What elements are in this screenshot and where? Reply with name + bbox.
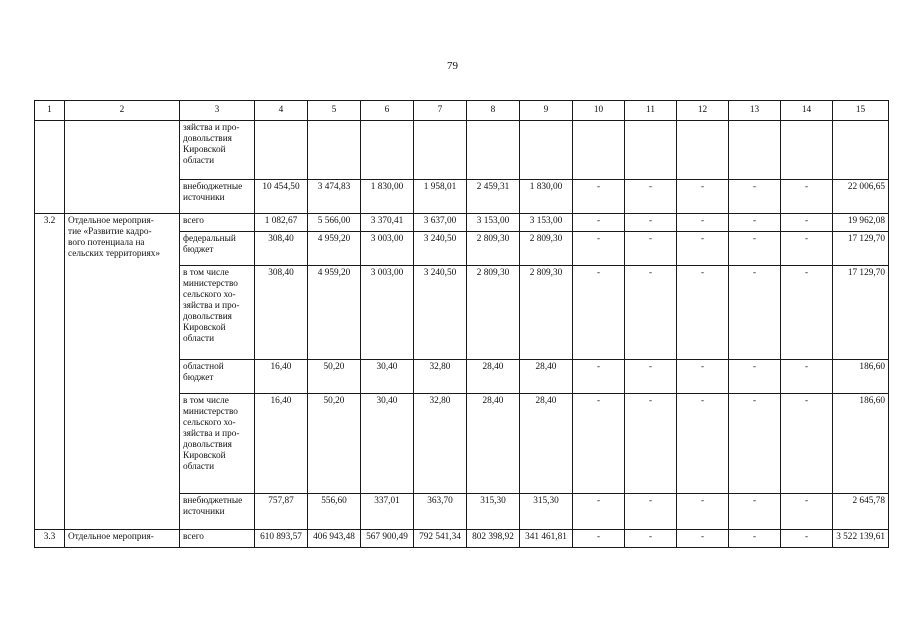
- value-cell: 3 153,00: [467, 214, 520, 232]
- header-col-3: 3: [180, 101, 255, 121]
- dash-cell: -: [625, 266, 677, 360]
- value-cell: 406 943,48: [308, 530, 361, 548]
- dash-cell: -: [781, 530, 833, 548]
- dash-cell: -: [573, 530, 625, 548]
- value-cell: 32,80: [414, 394, 467, 494]
- value-cell: 315,30: [467, 494, 520, 530]
- dash-cell: -: [729, 494, 781, 530]
- header-col-5: 5: [308, 101, 361, 121]
- funding-source-cell: федеральный бюджет: [180, 232, 255, 266]
- table-row: [35, 121, 889, 180]
- value-cell: 50,20: [308, 394, 361, 494]
- dash-cell: -: [677, 214, 729, 232]
- value-cell: 308,40: [255, 232, 308, 266]
- value-cell: 2 809,30: [520, 266, 573, 360]
- header-row: [35, 101, 889, 121]
- header-col-7: 7: [414, 101, 467, 121]
- dash-cell: [729, 121, 781, 180]
- value-cell: 16,40: [255, 394, 308, 494]
- value-cell: 792 541,34: [414, 530, 467, 548]
- activity-name-cell: Отдельное мероприя- тие «Развитие кадро- вого потенциала на сельских территориях»: [65, 214, 180, 530]
- value-cell: [467, 121, 520, 180]
- value-cell: 28,40: [520, 360, 573, 394]
- total-cell: 186,60: [833, 360, 889, 394]
- funding-source-cell: в том числе министерство сельского хо- зяйства и про- довольствия Кировской области: [180, 394, 255, 494]
- funding-source-cell: в том числе министерство сельского хо- зяйства и про- довольствия Кировской области: [180, 266, 255, 360]
- value-cell: 28,40: [467, 394, 520, 494]
- value-cell: [255, 121, 308, 180]
- header-col-8: 8: [467, 101, 520, 121]
- dash-cell: -: [729, 232, 781, 266]
- dash-cell: -: [625, 214, 677, 232]
- dash-cell: -: [625, 494, 677, 530]
- value-cell: 567 900,49: [361, 530, 414, 548]
- dash-cell: [625, 121, 677, 180]
- dash-cell: -: [729, 214, 781, 232]
- dash-cell: -: [781, 494, 833, 530]
- dash-cell: -: [677, 394, 729, 494]
- header-col-1: 1: [35, 101, 65, 121]
- header-col-12: 12: [677, 101, 729, 121]
- dash-cell: -: [573, 266, 625, 360]
- dash-cell: -: [573, 214, 625, 232]
- dash-cell: -: [625, 394, 677, 494]
- total-cell: 186,60: [833, 394, 889, 494]
- value-cell: [308, 121, 361, 180]
- value-cell: 3 474,83: [308, 180, 361, 214]
- value-cell: 2 809,30: [467, 232, 520, 266]
- dash-cell: [781, 121, 833, 180]
- value-cell: 1 082,67: [255, 214, 308, 232]
- total-cell: 19 962,08: [833, 214, 889, 232]
- value-cell: [520, 121, 573, 180]
- dash-cell: -: [729, 394, 781, 494]
- value-cell: 28,40: [467, 360, 520, 394]
- value-cell: 363,70: [414, 494, 467, 530]
- header-col-9: 9: [520, 101, 573, 121]
- value-cell: 2 809,30: [520, 232, 573, 266]
- dash-cell: -: [677, 266, 729, 360]
- header-col-4: 4: [255, 101, 308, 121]
- value-cell: 3 240,50: [414, 232, 467, 266]
- value-cell: 4 959,20: [308, 266, 361, 360]
- table-row: [35, 530, 889, 548]
- table-row: [35, 214, 889, 232]
- dash-cell: -: [677, 494, 729, 530]
- value-cell: 3 003,00: [361, 232, 414, 266]
- value-cell: [361, 121, 414, 180]
- budget-table: [34, 100, 889, 548]
- value-cell: 30,40: [361, 360, 414, 394]
- dash-cell: -: [677, 530, 729, 548]
- value-cell: 308,40: [255, 266, 308, 360]
- header-col-13: 13: [729, 101, 781, 121]
- header-col-14: 14: [781, 101, 833, 121]
- dash-cell: -: [573, 232, 625, 266]
- funding-source-cell: зяйства и про- довольствия Кировской области: [180, 121, 255, 180]
- value-cell: 1 830,00: [361, 180, 414, 214]
- dash-cell: -: [781, 360, 833, 394]
- total-cell: 22 006,65: [833, 180, 889, 214]
- dash-cell: -: [729, 266, 781, 360]
- value-cell: 5 566,00: [308, 214, 361, 232]
- row-index-cell: 3.3: [35, 530, 65, 548]
- dash-cell: -: [625, 232, 677, 266]
- value-cell: 3 240,50: [414, 266, 467, 360]
- row-index-cell: 3.2: [35, 214, 65, 530]
- value-cell: 3 003,00: [361, 266, 414, 360]
- dash-cell: -: [573, 494, 625, 530]
- dash-cell: -: [573, 394, 625, 494]
- activity-name-cell: Отдельное мероприя-: [65, 530, 180, 548]
- value-cell: 10 454,50: [255, 180, 308, 214]
- dash-cell: -: [729, 530, 781, 548]
- total-cell: [833, 121, 889, 180]
- value-cell: 802 398,92: [467, 530, 520, 548]
- value-cell: 610 893,57: [255, 530, 308, 548]
- funding-source-cell: всего: [180, 530, 255, 548]
- value-cell: [414, 121, 467, 180]
- total-cell: 17 129,70: [833, 232, 889, 266]
- dash-cell: [677, 121, 729, 180]
- value-cell: 28,40: [520, 394, 573, 494]
- value-cell: 341 461,81: [520, 530, 573, 548]
- dash-cell: -: [677, 180, 729, 214]
- total-cell: 2 645,78: [833, 494, 889, 530]
- total-cell: 3 522 139,61: [833, 530, 889, 548]
- dash-cell: -: [625, 180, 677, 214]
- value-cell: 337,01: [361, 494, 414, 530]
- dash-cell: -: [781, 394, 833, 494]
- value-cell: 2 459,31: [467, 180, 520, 214]
- row-index-cell: [35, 121, 65, 214]
- header-col-2: 2: [65, 101, 180, 121]
- funding-source-cell: областной бюджет: [180, 360, 255, 394]
- value-cell: 757,87: [255, 494, 308, 530]
- value-cell: 50,20: [308, 360, 361, 394]
- dash-cell: -: [729, 360, 781, 394]
- value-cell: 3 370,41: [361, 214, 414, 232]
- header-col-6: 6: [361, 101, 414, 121]
- page-number: 79: [447, 60, 458, 72]
- dash-cell: [573, 121, 625, 180]
- dash-cell: -: [573, 360, 625, 394]
- value-cell: 2 809,30: [467, 266, 520, 360]
- header-col-11: 11: [625, 101, 677, 121]
- header-col-15: 15: [833, 101, 889, 121]
- dash-cell: -: [625, 530, 677, 548]
- value-cell: 3 153,00: [520, 214, 573, 232]
- dash-cell: -: [781, 266, 833, 360]
- dash-cell: -: [677, 232, 729, 266]
- activity-name-cell: [65, 121, 180, 214]
- value-cell: 4 959,20: [308, 232, 361, 266]
- value-cell: 3 637,00: [414, 214, 467, 232]
- value-cell: 315,30: [520, 494, 573, 530]
- value-cell: 30,40: [361, 394, 414, 494]
- value-cell: 1 958,01: [414, 180, 467, 214]
- dash-cell: -: [781, 180, 833, 214]
- header-col-10: 10: [573, 101, 625, 121]
- funding-source-cell: всего: [180, 214, 255, 232]
- dash-cell: -: [781, 214, 833, 232]
- funding-source-cell: внебюджетные источники: [180, 180, 255, 214]
- value-cell: 16,40: [255, 360, 308, 394]
- funding-source-cell: внебюджетные источники: [180, 494, 255, 530]
- value-cell: 1 830,00: [520, 180, 573, 214]
- value-cell: 556,60: [308, 494, 361, 530]
- dash-cell: -: [729, 180, 781, 214]
- value-cell: 32,80: [414, 360, 467, 394]
- dash-cell: -: [625, 360, 677, 394]
- dash-cell: -: [781, 232, 833, 266]
- dash-cell: -: [677, 360, 729, 394]
- dash-cell: -: [573, 180, 625, 214]
- total-cell: 17 129,70: [833, 266, 889, 360]
